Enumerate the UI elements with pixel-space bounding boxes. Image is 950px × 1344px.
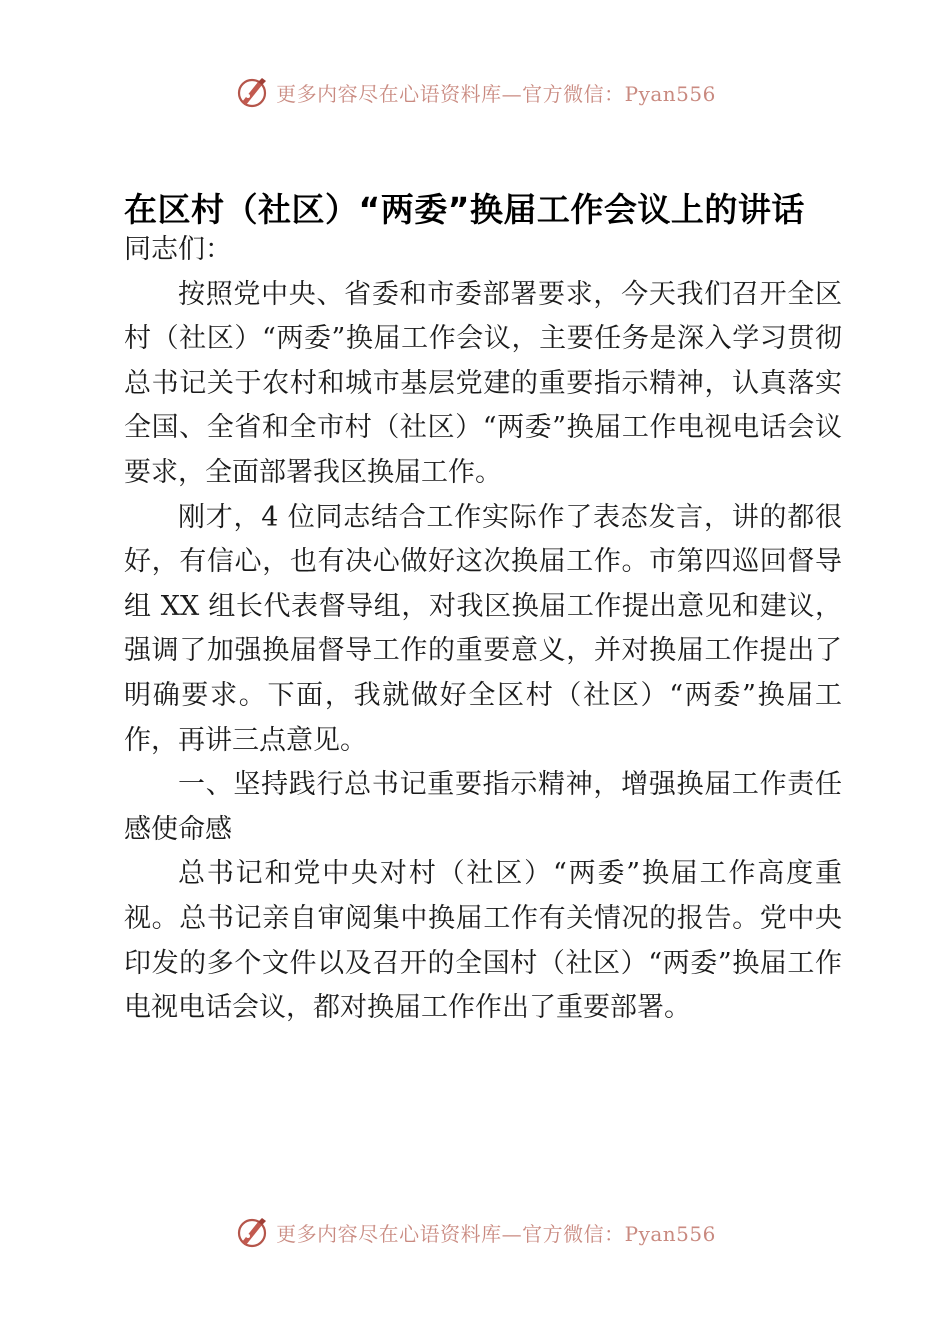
salutation: 同志们： (124, 234, 232, 265)
paragraph: 总书记和党中央对村（社区）“两委”换届工作高度重视。总书记亲自审阅集中换届工作有关情况的报告。党中央印发的多个文件以及召开的全国村（社区）“两委”换届工作电视电话会议，都对换届工作作出了重要部署。 (124, 858, 842, 1024)
banner-text: 更多内容尽在心语资料库—官方微信：Pyan556 (276, 81, 716, 106)
section-heading: 一、坚持践行总书记重要指示精神，增强换届工作责任感使命感 (124, 769, 842, 845)
document-title: 在区村（社区）“两委”换届工作会议上的讲话 (124, 190, 805, 229)
paragraph: 刚才，4 位同志结合工作实际作了表态发言，讲的都很好，有信心，也有决心做好这次换届工作。市第四巡回督导组 XX 组长代表督导组，对我区换届工作提出意见和建议，强调了加强换届督导工作的重要意义，并对换届工作提出了明确要求。下面，我就做好全区村（社区）“两委”换届工作，再讲三点意见。 (124, 501, 842, 756)
paragraph: 按照党中央、省委和市委部署要求，今天我们召开全区村（社区）“两委”换届工作会议，主要任务是深入学习贯彻总书记关于农村和城市基层党建的重要指示精神，认真落实全国、全省和全市村（社区）“两委”换届工作电视电话会议要求，全面部署我区换届工作。 (124, 278, 842, 488)
header-banner (0, 72, 950, 112)
pen-logo-icon (234, 1214, 270, 1250)
document-body (124, 228, 842, 1031)
banner-text: 更多内容尽在心语资料库—官方微信：Pyan556 (276, 1221, 716, 1246)
footer-banner (0, 1212, 950, 1252)
pen-logo-icon (234, 74, 270, 110)
